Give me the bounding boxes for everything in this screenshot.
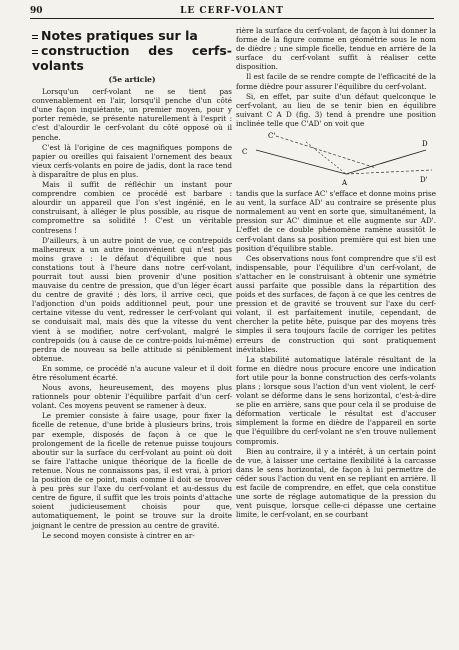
paragraph: Le premier consiste à faire usage, pour fixer la ficelle de retenue, d'une bride à plusieurs brins, trois par exemple, disposés de façon à ce que le prolongement de la ficelle de retenue puisse toujours aboutir sur la surface du cerf-volant au point où doit se faire l'attache unique théorique de la ficelle de retenue. Nous ne connaissons pas, il est vrai, à priori la position de ce point, mais comme il doit se trouver à peu près sur l'axe du cerf-volant et au-dessus du centre de figure, il suffit que les trois points d'attache soient judicieusement choisis pour que, automatiquement, le point se trouve sur la droite joignant le centre de pression au centre de gravité.	[32, 411, 232, 530]
paragraph: Bien au contraire, il y a intérêt, à un certain point de vue, à laisser une certaine flexibilité à la carcasse dans le sens horizontal, de façon à lui permettre de céder sous l'action du vent en se repliant en arrière. Il est facile de comprendre, en effet, que cela constitue une sorte de réglage automatique de la pression du vent puisque, lorsque celle-ci dépasse une certaine limite, le cerf-volant, en se courbant	[236, 446, 436, 520]
figure-label-c: C	[242, 148, 248, 157]
page-number: 90	[30, 6, 43, 16]
figure-label-c-prime: C'	[268, 132, 276, 141]
paragraph: La stabilité automatique latérale résultant de la forme en dièdre nous procure encore une indication fort utile pour la bonne construction des cerfs-volants plans ; lorsque sous l'action d'un vent violent, le cerf-volant se déforme dans le sens horizontal, c'est-à-dire se plie en arrière, sans que pour cela il se produise de déformation verticale le résultat est d'accuser simplement la forme en dièdre de l'appareil en sorte que l'équilibre du cerf-volant ne s'en trouve nullement compromis.	[236, 354, 436, 446]
article-title	[32, 28, 232, 73]
dihedral-figure	[236, 130, 436, 188]
right-column	[236, 26, 436, 520]
running-title: LE CERF-VOLANT	[180, 6, 284, 16]
paragraph: Nous avons, heureusement, des moyens plus rationnels pour obtenir l'équilibre parfait d'un cerf-volant. Ces moyens peuvent se ramener à deux.	[32, 383, 232, 411]
paragraph: En somme, ce procédé n'a aucune valeur et il doit être résolument écarté.	[32, 363, 232, 382]
figure-label-a: A	[342, 179, 348, 188]
title-rule-icon	[32, 50, 38, 54]
paragraph: rière la surface du cerf-volant, de façon à lui donner la forme de la figure comme en géométrie sous le nom de dièdre ; une simple ficelle, tendue en arrière de la surface du cerf-volant suffit à réaliser cette disposition.	[236, 26, 436, 72]
paragraph: D'ailleurs, à un autre point de vue, ce contrepoids malheureux a un autre inconvénient qui n'est pas moins grave : le défaut d'équilibre que nous constations tout à l'heure dans notre cerf-volant, pourrait tout aussi bien provenir d'une position mauvaise du centre de pression, que d'un léger écart du centre de gravité ; dès lors, il arrive ceci, que l'adjonction d'un poids additionnel peut, pour une certaine vitesse du vent, redresser le cerf-volant qui se conduisait mal, mais dès que la vitesse du vent vient à se modifier, notre cerf-volant, malgré le contrepoids (ou à cause de ce contre-poids lui-même) perdra de nouveau sa belle attitude si péniblement obtenue.	[32, 235, 232, 363]
paragraph: tandis que la surface AC' s'efface et donne moins prise au vent, la surface AD' au contraire se présente plus normalement au vent en sorte que, simultanément, la pression sur AC' diminue et elle augmente sur AD'. L'effet de ce double phénomène ramène aussitôt le cerf-volant dans sa position première qui est bien une position d'équilibre stable.	[236, 189, 436, 253]
paragraph: Mais il suffit de réfléchir un instant pour comprendre combien ce procédé est barbare : alourdir un appareil que l'on s'est ingénié, en le construisant, à alléger le plus possible, au risque de compromettre sa solidité ! C'est un véritable contresens !	[32, 180, 232, 235]
figure-line-d-prime	[346, 170, 432, 174]
figure-label-d: D	[422, 140, 428, 149]
figure-line-c-prime	[276, 136, 376, 168]
paragraph: Ces observations nous font comprendre que s'il est indispensable, pour l'équilibre d'un cerf-volant, de s'attacher en le construisant à obtenir une symétrie aussi parfaite que possible dans la répartition des poids et des surfaces, de façon à ce que les centres de pression et de gravité se trouvent sur l'axe du cerf-volant, il est parfaitement inutile, cependant, de chercher la petite bête, puisque par des moyens très simples il sera toujours facile de corriger les petites erreurs de construction qui sont pratiquement inévitables.	[236, 253, 436, 354]
paragraph: Le second moyen consiste à cintrer en ar-	[42, 530, 195, 540]
paragraph: C'est là l'origine de ces magnifiques pompons de papier ou oreilles qui faisaient l'ornement des beaux vieux cerfs-volants en poire de jadis, dont la race tend à disparaître de plus en plus.	[32, 142, 232, 179]
page-header	[30, 4, 434, 19]
paragraph: Si, en effet, par suite d'un défaut quelconque le cerf-volant, au lieu de se tenir bien en équilibre suivant C A D (fig. 3) tend à prendre une position inclinée telle que C'AD' on voit que	[236, 91, 436, 128]
article-subtitle: (5e article)	[108, 75, 156, 84]
left-column	[32, 26, 232, 541]
paragraph: Il est facile de se rendre compte de l'efficacité de la forme dièdre pour assurer l'équilibre du cerf-volant.	[236, 72, 436, 91]
paragraph: Lorsqu'un cerf-volant ne se tient pas convenablement en l'air, lorsqu'il penche d'un côté d'une façon inquiétante, un premier moyen, pour y porter remède, se présente naturellement à l'esprit : c'est d'alourdir le cerf-volant du côté opposé où il penche.	[32, 87, 232, 142]
article-title-line-2: construction des cerfs-volants	[32, 43, 232, 73]
title-rule-icon	[32, 35, 38, 39]
article-title-line-1: Notes pratiques sur la	[32, 28, 232, 43]
figure-line-ca	[256, 150, 346, 174]
figure-label-d-prime: D'	[420, 176, 428, 185]
figure-line-axis	[306, 142, 346, 174]
